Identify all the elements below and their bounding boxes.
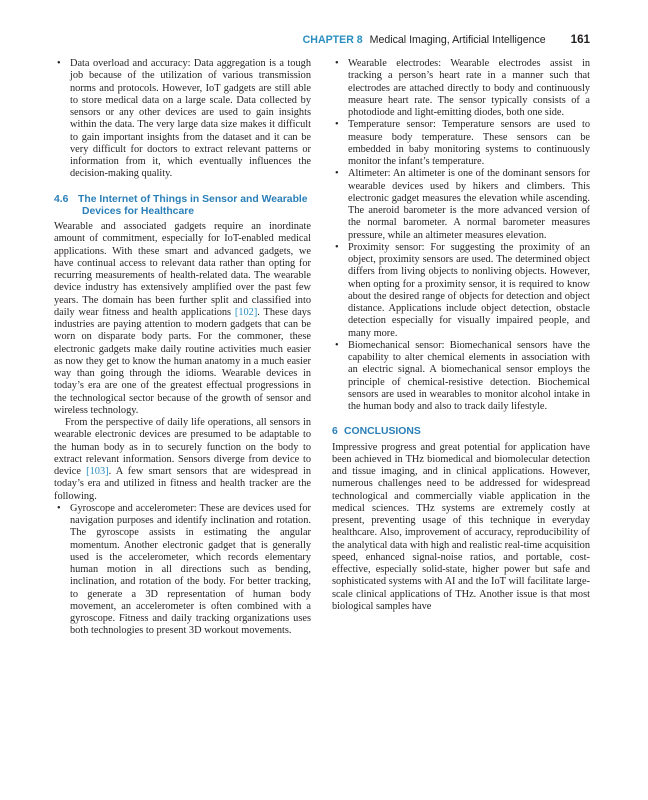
- running-header: [0, 33, 590, 46]
- bullet-altimeter: • Altimeter: An altimeter is one of the dominant sensors for wearable devices used by hikers and climbers. This electronic gadget measures the elevation while ascending. The aneroid barometer is the more advanced version of the normal barometer. A normal barometer measures pressure, while an altimeter measures elevation.: [332, 168, 590, 242]
- paragraph-text: . These days industries are paying attention to modern gadgets that can be worn on disparate body parts. For the commoner, these electronic gadgets make daily routine activities much easier as now they get to know the human anatomy in a much easier way than going through the idioms. Wearable devices in today’s era are one of the greatest effectual progressions in the technological sector because of the growth of sensor and wireless technology.: [54, 306, 311, 416]
- section-title: CONCLUSIONS: [344, 426, 421, 438]
- chapter-label: CHAPTER 8: [302, 34, 363, 46]
- section-number: 6: [332, 426, 338, 438]
- bullet-temperature: • Temperature sensor: Temperature sensors are used to measure body temperature. These sensors can be embedded in baby monitoring systems to continuously monitor the infant’s temperature.: [332, 119, 590, 168]
- bullet-proximity: • Proximity sensor: For suggesting the proximity of an object, proximity sensors are used. The determined object differs from living objects to nonliving objects. However, when opting for a proximity sensor, it is required to know about the desired range of objects for detection and object distance. Applications include object detection, obstacle detection especially for visually impaired people, and many more.: [332, 242, 590, 340]
- section-title: The Internet of Things in Sensor and Wearable Devices for Healthcare: [78, 193, 308, 217]
- bullet-electrodes: • Wearable electrodes: Wearable electrodes assist in tracking a person’s heart rate in a manner such that electrodes are attached directly to body and continuously measure heart rate. The sensor typically consists of a photodiode and light-emitting diodes, both one side.: [332, 58, 590, 119]
- paragraph: [54, 221, 311, 417]
- paragraph-text: Wearable and associated gadgets require an inordinate amount of commitment, especially for IoT-enabled medical applications. With these smart and advanced gadgets, we have continual access to relevant data rather than opting for recurring measurements of health-related data. The wearable device industry has extensively amplified over the past few years. The domain has been further split and classified into daily wear fitness and health applications: [54, 221, 311, 318]
- left-column: [54, 58, 311, 638]
- paragraph-text: From the perspective of daily life operations, all sensors in wearable electronic devices are presumed to be adaptable to the human body as in to securely function on the body to extract relevant information. Sensors diverge from device to device: [54, 417, 311, 478]
- section-heading-4-6: [54, 194, 311, 219]
- chapter-title: Medical Imaging, Artificial Intelligence: [369, 34, 546, 46]
- section-heading-6: [332, 426, 590, 438]
- page-number: 161: [570, 33, 590, 46]
- paragraph-conclusions: Impressive progress and great potential for application have been achieved in THz biomedical and biomolecular detection and tissue imaging, and in clinical applications. However, numerous challenges need to be addressed for widespread technological and commercially viable application in the medical sciences. THz systems are extremely costly at present, preventing usage of this technique in everyday healthcare. Also, improvement of accuracy, reproducibility of the analytical data with high and realistic real-time acquisition speed, enhanced signal-noise ratios, and portable, cost-effective, especially solid-state, higher power but safe and sophisticated systems with AI and the IoT will facilitate large-scale clinical applications of THz. Another issue is that most biological samples have: [332, 441, 590, 612]
- bullet-data-overload: • Data overload and accuracy: Data aggregation is a tough job because of the utilization of various transmission norms and protocols. However, IoT gadgets are still able to store medical data on a large scale. Data collected by sensors or any other devices are used to gain insights within the data. The very large data size makes it difficult to gain important insights from the dataset and it can be very difficult for doctors to extract relevant patterns or information from it, which eventually influences the decision-making quality.: [54, 58, 311, 181]
- bullet-gyroscope: • Gyroscope and accelerometer: These are devices used for navigation purposes and identify inclination and rotation. The gyroscope assists in estimating the angular momentum. Another electronic gadget that is generally used is the accelerometer, which records elementary human motion in all directions such as bending, inclination, and rotation of the body. For better tracking, to generate a 3D representation of human body movement, an accelerometer is often combined with a gyroscope. Fitness and daily tracking organizations uses both technologies to present 3D workout movements.: [54, 503, 311, 638]
- paragraph: [54, 417, 311, 503]
- citation-link[interactable]: [103]: [86, 466, 109, 478]
- right-column: [332, 58, 590, 613]
- bullet-biomechanical: • Biomechanical sensor: Biomechanical sensors have the capability to alter chemical elements in association with an electric signal. A biomechanical sensor employs the principle of chemical-resistive detection. Biochemical sensors are used in wearables to monitor alcohol intake in the human body and also to track daily lifestyle.: [332, 340, 590, 414]
- section-number: 4.6: [54, 193, 69, 205]
- citation-link[interactable]: [102]: [234, 306, 258, 318]
- paragraph-text: . A few smart sensors that are widespread in today’s era and utilized in fitness and health tracker are the following.: [54, 466, 312, 502]
